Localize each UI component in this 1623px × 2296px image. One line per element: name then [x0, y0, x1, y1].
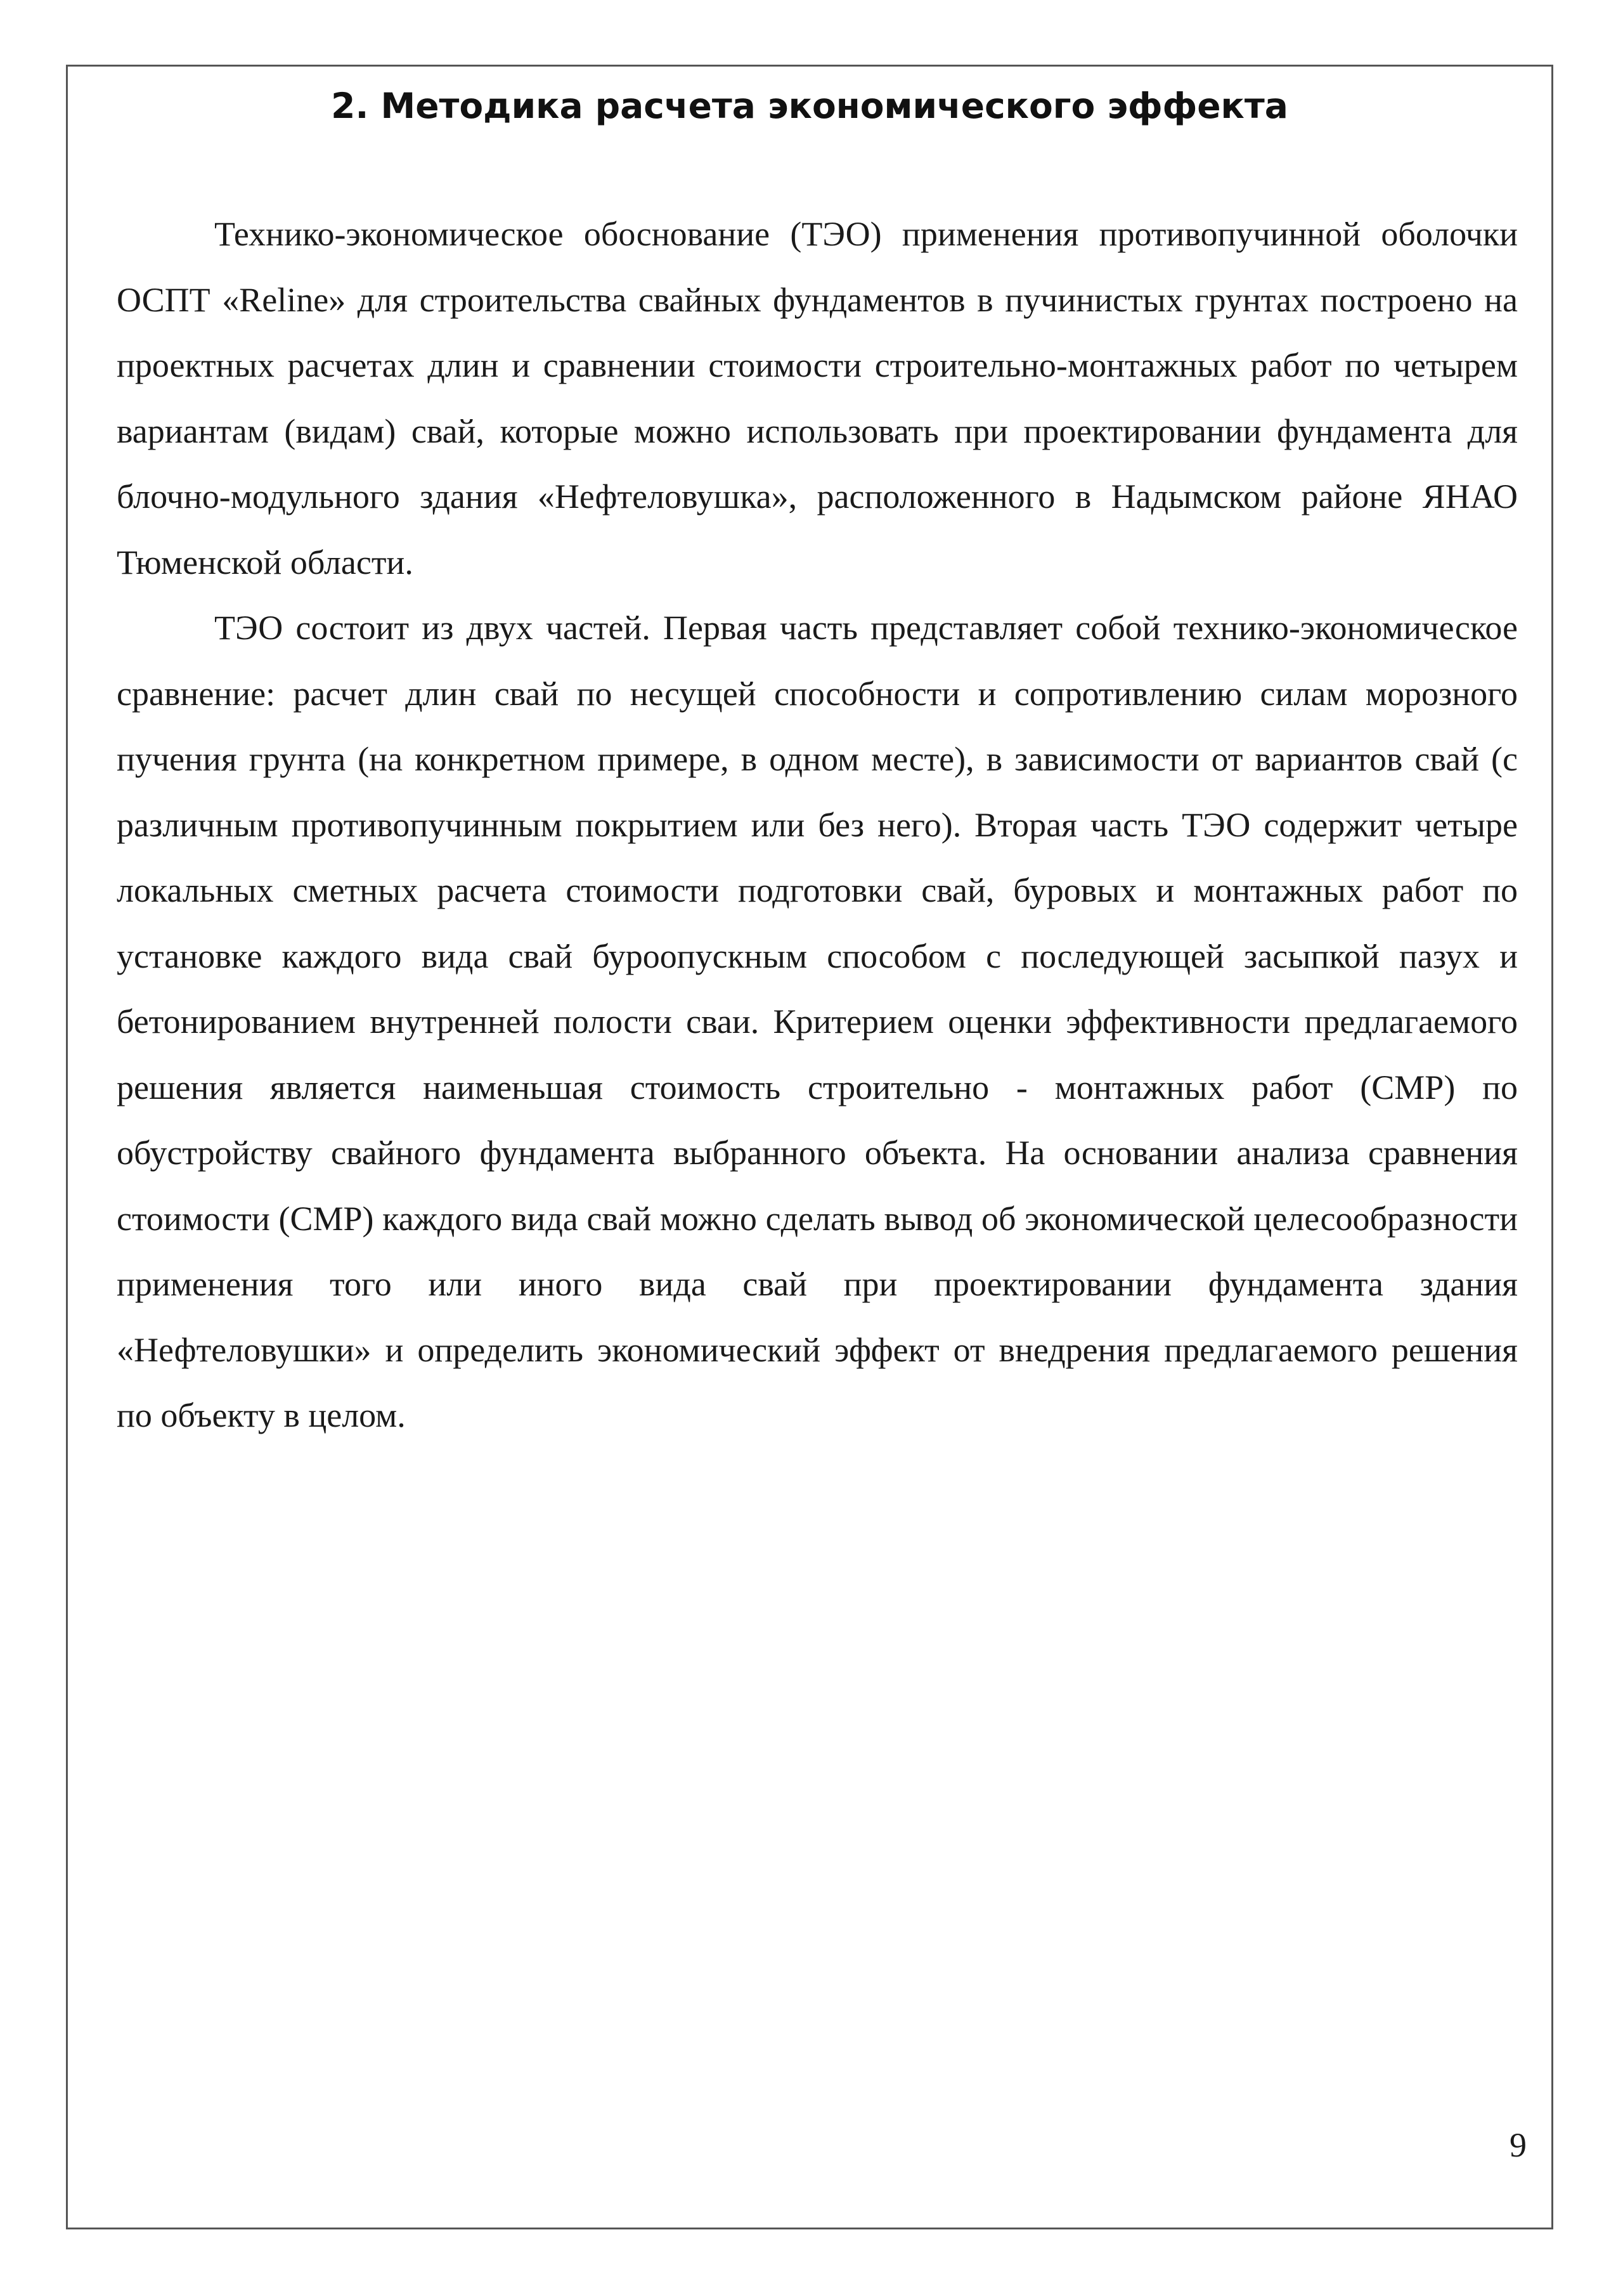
body-text	[117, 202, 1518, 1449]
paragraph-2: ТЭО состоит из двух частей. Первая часть представляет собой технико-экономическое сравнение: расчет длин свай по несущей способности и сопротивлению силам морозного пучения грунта (на конкретном примере, в одном месте), в зависимости от вариантов свай (с различным противопучинным покрытием или без него). Вторая часть ТЭО содержит четыре локальных сметных расчета стоимости подготовки свай, буровых и монтажных работ по установке каждого вида свай буроопускным способом с последующей засыпкой пазух и бетонированием внутренней полости сваи. Критерием оценки эффективности предлагаемого решения является наименьшая стоимость строительно - монтажных работ (СМР) по обустройству свайного фундамента выбранного объекта. На основании анализа сравнения стоимости (СМР) каждого вида свай можно сделать вывод об экономической целесообразности применения того или иного вида свай при проектировании фундамента здания «Нефтеловушки» и определить экономический эффект от внедрения предлагаемого решения по объекту в целом.	[117, 609, 1518, 1434]
page-number: 9	[1510, 2126, 1527, 2164]
section-title: 2. Методика расчета экономического эффекта	[331, 86, 1288, 126]
paragraph-1: Технико-экономическое обоснование (ТЭО) применения противопучинной оболочки ОСПТ «Reline» для строительства свайных фундаментов в пучинистых грунтах построено на проектных расчетах длин и сравнении стоимости строительно-монтажных работ по четырем вариантам (видам) свай, которые можно использовать при проектировании фундамента для блочно-модульного здания «Нефтеловушка», расположенного в Надымском районе ЯНАО Тюменской области.	[117, 215, 1518, 581]
